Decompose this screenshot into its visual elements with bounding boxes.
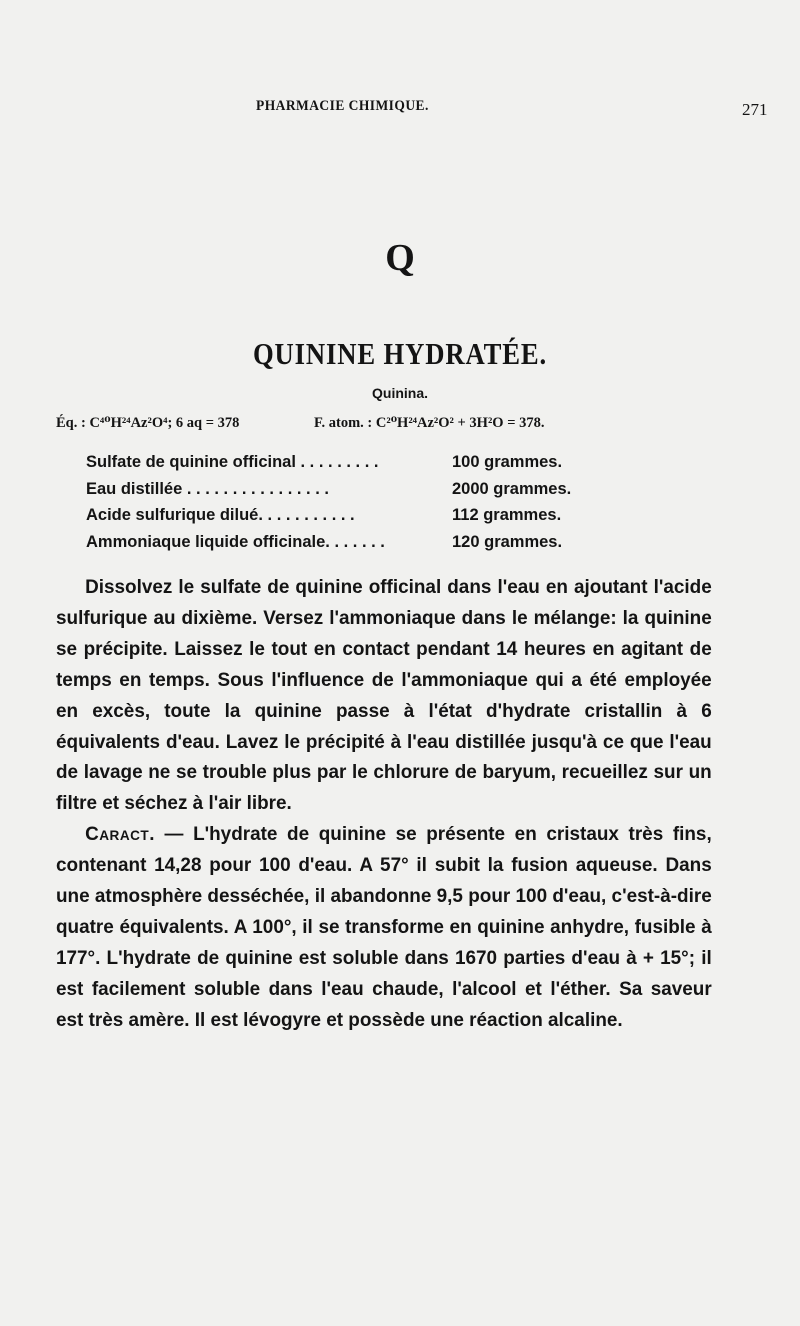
equivalent-formula: Éq. : C⁴⁰H²⁴Az²O⁴; 6 aq = 378	[56, 415, 240, 431]
page-number: 271	[742, 100, 768, 119]
characteristics-text: — L'hydrate de quinine se présente en cristaux très fins, contenant 14,28 pour 100 d'eau. A 57° il subit la fusion aqueuse. Dans une atmosphère desséchée, il abandonne 9,5 pour 100 d'eau, c'est-à-dire quatre équivalents. A 100°, il se transforme en quinine anhydre, fusible à 177°. L'hydrate de quinine est soluble dans 1670 parties d'eau à + 15°; il est facilement soluble dans l'eau chaude, l'alcool et l'éther. Sa saveur est très amère. Il est lévogyre et possède une réaction alcaline.	[56, 823, 712, 1031]
ingredient-quantity: 120 grammes.	[452, 532, 563, 551]
body-text	[56, 572, 712, 1036]
recipe-row	[86, 533, 706, 560]
ingredient-quantity: 100 grammes.	[452, 453, 563, 471]
caract-label: Caract.	[85, 823, 155, 846]
characteristics-paragraph	[56, 819, 712, 1035]
ingredient-name: Ammoniaque liquide officinale. . . . . . .	[86, 532, 385, 551]
section-letter: Q	[385, 237, 415, 279]
latin-name: Quinina.	[372, 385, 428, 401]
running-title: PHARMACIE CHIMIQUE.	[256, 98, 429, 114]
ingredient-quantity: 112 grammes.	[452, 506, 562, 524]
recipe-row	[86, 453, 706, 480]
page-title: QUININE HYDRATÉE.	[252, 336, 548, 371]
ingredient-name: Eau distillée . . . . . . . . . . . . . . . .	[86, 479, 329, 498]
recipe-row	[86, 506, 706, 533]
ingredient-name: Acide sulfurique dilué. . . . . . . . . . .	[86, 506, 355, 524]
recipe-list	[86, 453, 706, 559]
ingredient-quantity: 2000 grammes.	[452, 479, 572, 498]
preparation-paragraph: Dissolvez le sulfate de quinine officinal dans l'eau en ajoutant l'acide sulfurique au dixième. Versez l'ammoniaque dans le mélange: la quinine se précipite. Laissez le tout en contact pendant 14 heures en agitant de temps en temps. Sous l'influence de l'ammoniaque qui a été employée en excès, toute la quinine passe à l'état d'hydrate cristallin à 6 équivalents d'eau. Lavez le précipité à l'eau distillée jusqu'à ce que l'eau de lavage ne se trouble plus par le chlorure de baryum, recueillez sur un filtre et séchez à l'air libre.	[56, 576, 712, 815]
running-head	[0, 98, 800, 122]
ingredient-name: Sulfate de quinine officinal . . . . . . . . .	[86, 453, 379, 471]
recipe-row	[86, 480, 706, 507]
atomic-formula: F. atom. : C²⁰H²⁴Az²O² + 3H²O = 378.	[314, 415, 545, 431]
